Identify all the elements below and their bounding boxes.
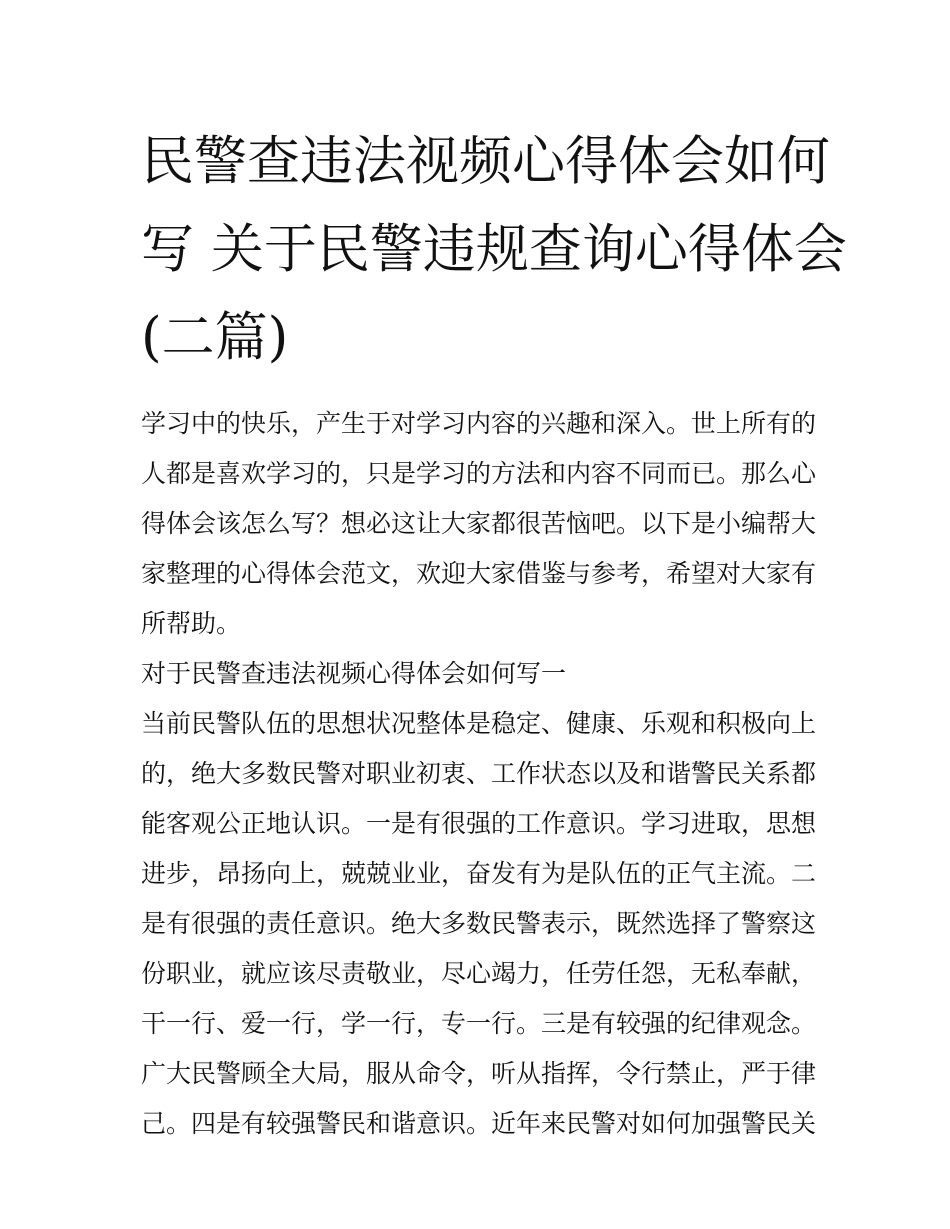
- section-line: 的，绝大多数民警对职业初衷、工作状态以及和谐警民关系都: [141, 759, 817, 788]
- intro-line: 学习中的快乐，产生于对学习内容的兴趣和深入。世上所有的: [141, 409, 817, 438]
- intro-line: 人都是喜欢学习的，只是学习的方法和内容不同而已。那么心: [141, 459, 817, 488]
- section-heading-block: [141, 649, 813, 699]
- section-heading: 对于民警查违法视频心得体会如何写一: [141, 659, 567, 688]
- section-line: 当前民警队伍的思想状况整体是稳定、健康、乐观和积极向上: [141, 709, 817, 738]
- section-line: 己。四是有较强警民和谐意识。近年来民警对如何加强警民关: [141, 1109, 817, 1138]
- intro-paragraph: [141, 399, 817, 649]
- intro-line: 家整理的心得体会范文，欢迎大家借鉴与参考，希望对大家有: [141, 559, 817, 588]
- section-line: 进步，昂扬向上，兢兢业业，奋发有为是队伍的正气主流。二: [141, 859, 817, 888]
- section-paragraph: [141, 699, 817, 1149]
- intro-line: 得体会该怎么写？想必这让大家都很苦恼吧。以下是小编帮大: [141, 509, 817, 538]
- title-line: 民警查违法视频心得体会如何: [141, 131, 830, 192]
- section-line: 能客观公正地认识。一是有很强的工作意识。学习进取，思想: [141, 809, 817, 838]
- section-line: 是有很强的责任意识。绝大多数民警表示，既然选择了警察这: [141, 909, 817, 938]
- title-line: 写 关于民警违规查询心得体会: [141, 219, 847, 280]
- section-line: 干一行、爱一行，学一行，专一行。三是有较强的纪律观念。: [141, 1009, 817, 1038]
- document-content: [141, 118, 847, 1149]
- section-line: 份职业，就应该尽责敬业，尽心竭力，任劳任怨，无私奉献，: [141, 959, 817, 988]
- title-line: (二篇): [141, 307, 289, 368]
- intro-line: 所帮助。: [141, 609, 242, 638]
- document-title: [141, 118, 847, 382]
- section-line: 广大民警顾全大局，服从命令，听从指挥，令行禁止，严于律: [141, 1059, 817, 1088]
